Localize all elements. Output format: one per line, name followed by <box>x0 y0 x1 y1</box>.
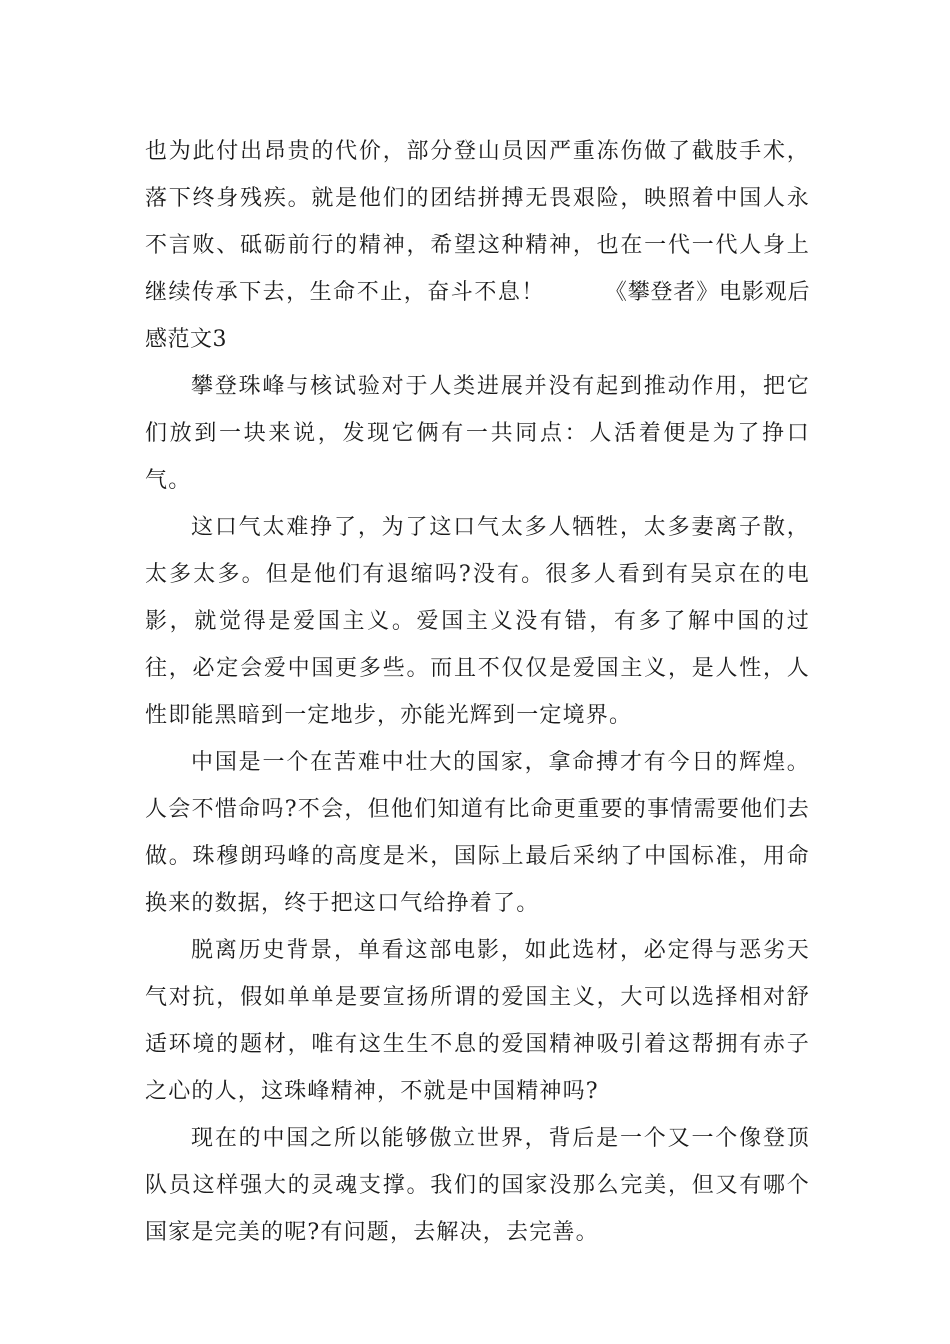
paragraph: 脱离历史背景，单看这部电影，如此选材，必定得与恶劣天气对抗，假如单单是要宣扬所谓的爱国主义，大可以选择相对舒适环境的题材，唯有这生生不息的爱国精神吸引着这帮拥有赤子之心的人，这珠峰精神，不就是中国精神吗? <box>145 938 810 1104</box>
paragraph: 现在的中国之所以能够傲立世界，背后是一个又一个像登顶队员这样强大的灵魂支撑。我们的国家没那么完美，但又有哪个国家是完美的呢?有问题，去解决，去完善。 <box>145 1126 810 1245</box>
paragraph: 攀登珠峰与核试验对于人类进展并没有起到推动作用，把它们放到一块来说，发现它俩有一共同点：人活着便是为了挣口气。 <box>145 374 810 493</box>
paragraph-text: 也为此付出昂贵的代价，部分登山员因严重冻伤做了截肢手术，落下终身残疾。就是他们的团结拼搏无畏艰险，映照着中国人永不言败、砥砺前行的精神，希望这种精神，也在一代一代人身上继续传承下去，生命不止，奋斗不息！ <box>145 139 810 305</box>
paragraph: 中国是一个在苦难中壮大的国家，拿命搏才有今日的辉煌。人会不惜命吗?不会，但他们知道有比命更重要的事情需要他们去做。珠穆朗玛峰的高度是米，国际上最后采纳了中国标准，用命换来的数据，终于把这口气给挣着了。 <box>145 750 810 916</box>
paragraph: 这口气太难挣了，为了这口气太多人牺牲，太多妻离子散，太多太多。但是他们有退缩吗?没有。很多人看到有吴京在的电影，就觉得是爱国主义。爱国主义没有错，有多了解中国的过往，必定会爱中国更多些。而且不仅仅是爱国主义，是人性，人性即能黑暗到一定地步，亦能光辉到一定境界。 <box>145 515 810 728</box>
section-heading: 《攀登者》电影观后感范文3 <box>145 280 810 352</box>
paragraph-continued <box>145 128 810 363</box>
document-body <box>145 128 810 1256</box>
